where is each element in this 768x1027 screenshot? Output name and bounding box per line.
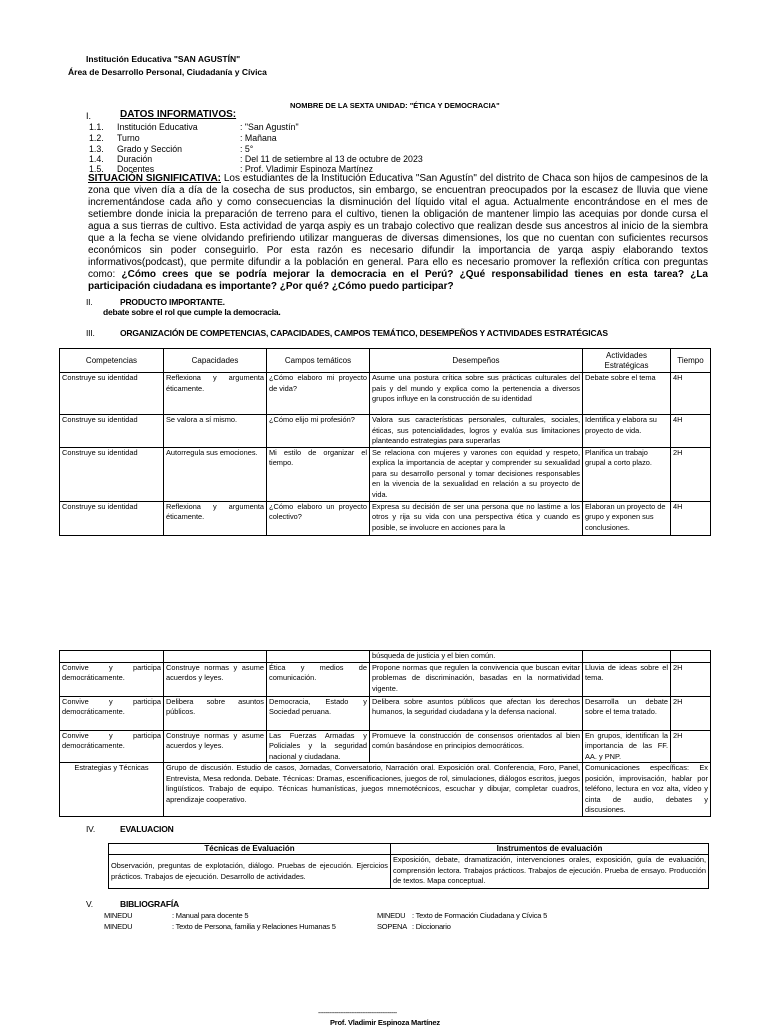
cell-capacidad: Construye normas y asume acuerdos y leyes. bbox=[164, 662, 267, 696]
product-text: debate sobre el rol que cumple la democracia. bbox=[103, 307, 281, 317]
info-item-num: 1.5. bbox=[89, 164, 104, 174]
cell-tiempo: 4H bbox=[671, 415, 711, 448]
cell-competencia: Construye su identidad bbox=[60, 373, 164, 415]
evaluation-table bbox=[108, 843, 709, 889]
info-item-num: 1.1. bbox=[89, 122, 104, 132]
info-item-label: Docentes bbox=[117, 164, 155, 174]
cell-capacidad: Delibera sobre asuntos públicos. bbox=[164, 696, 267, 730]
cell-desempeno: Propone normas que regulen la convivencia que buscan evitar problemas de discriminación, basadas en la normatividad vigente. bbox=[370, 662, 583, 696]
competencies-table-continued bbox=[59, 650, 711, 817]
cell-desempeno: Delibera sobre asuntos públicos que afectan los derechos humanos, la seguridad ciudadana y la defensa nacional. bbox=[370, 696, 583, 730]
strategies-text: Grupo de discusión. Estudio de casos, Jornadas, Conversatorio, Narración oral. Exposición oral. Conferencia, Foro, Panel, Entrevista, Mesa redonda. Debate. Técnicas: Dramas, escenificaciones, juegos de rol, simulaciones, diálogos escritos, juegos lingüísticos. Trabajo de equipo. Técnicas humanísticas, juegos mnemotécnicos, escuchar y dibujar, completar cuadros, aprendizaje cooperativo. bbox=[164, 763, 583, 817]
header-actividades: Actividades Estratégicas bbox=[583, 349, 671, 373]
table-row bbox=[60, 696, 711, 730]
info-item-value: : 5° bbox=[240, 144, 254, 154]
cell-campo: Las Fuerzas Armadas y Policiales y la seguridad nacional y ciudadana. bbox=[267, 730, 370, 763]
ref-title: : Diccionario bbox=[412, 922, 451, 931]
cell-tiempo: 2H bbox=[671, 447, 711, 501]
ref-title: : Texto de Formación Ciudadana y Cívica 5 bbox=[412, 911, 548, 920]
section2-title: PRODUCTO IMPORTANTE. bbox=[120, 297, 225, 307]
ref-title: : Manual para docente 5 bbox=[172, 911, 249, 920]
situation-paragraph bbox=[88, 173, 708, 293]
evaluation-instruments: Exposición, debate, dramatización, intervenciones orales, exposición, guía de evaluación, comprensión lectora. Trabajos prácticos. Trabajos de ejecución. Prueba de ensayo. Producción de textos. Mapa conceptual. bbox=[391, 855, 709, 889]
cell-actividad: Elaboran un proyecto de grupo y exponen sus conclusiones. bbox=[583, 501, 671, 535]
cell-actividad: Debate sobre el tema bbox=[583, 373, 671, 415]
header-capacidades: Capacidades bbox=[164, 349, 267, 373]
info-item-num: 1.3. bbox=[89, 144, 104, 154]
area-name: Área de Desarrollo Personal, Ciudadanía y Cívica bbox=[68, 67, 267, 77]
strategies-row bbox=[60, 763, 711, 817]
ref-source: MINEDU bbox=[104, 911, 133, 920]
header-desempenos: Desempeños bbox=[370, 349, 583, 373]
cell-capacidad: Construye normas y asume acuerdos y leyes. bbox=[164, 730, 267, 763]
cell-competencia: Construye su identidad bbox=[60, 415, 164, 448]
cell-actividad: Lluvia de ideas sobre el tema. bbox=[583, 662, 671, 696]
table-header-row bbox=[60, 349, 711, 373]
section4-num: IV. bbox=[86, 824, 96, 834]
info-item-label: Grado y Sección bbox=[117, 144, 183, 154]
info-item-value: : Del 11 de setiembre al 13 de octubre de 2023 bbox=[240, 154, 423, 164]
ref-source: SOPENA bbox=[377, 922, 408, 931]
section4-title: EVALUACION bbox=[120, 824, 174, 834]
info-item-label: Institución Educativa bbox=[117, 122, 198, 132]
cell-capacidad: Reflexiona y argumenta éticamente. bbox=[164, 373, 267, 415]
info-item-label: Duración bbox=[117, 154, 153, 164]
communications-text: Comunicaciones específicas: Ex posición, improvisación, hablar por teléfono, lectura en voz alta, vídeo y cinta de audio, debates y discusiones. bbox=[583, 763, 711, 817]
cell-tiempo: 2H bbox=[671, 730, 711, 763]
cell-competencia: Convive y participa democráticamente. bbox=[60, 730, 164, 763]
header-tiempo: Tiempo bbox=[671, 349, 711, 373]
strategies-label: Estrategias y Técnicas bbox=[60, 763, 164, 817]
cell-competencia: Construye su identidad bbox=[60, 501, 164, 535]
cell-desempeno: Asume una postura crítica sobre sus prácticas culturales del país y del mundo y explica como la pertenencia a diversos grupos influye en la construcción de su identidad bbox=[370, 373, 583, 415]
table-row bbox=[60, 415, 711, 448]
situation-questions: ¿Cómo crees que se podría mejorar la democracia en el Perú? ¿Qué responsabilidad tienes en esta tarea? ¿La participación ciudadana es importante? ¿Por qué? ¿Cómo puedo participar? bbox=[88, 269, 708, 292]
cell-desempeno: Se relaciona con mujeres y varones con equidad y respeto, explica la importancia de aceptar y comprender su sexualidad para su desarrollo personal y tomar decisiones responsables en la vivencia de la sexualidad en relación a su proyecto de vida. bbox=[370, 447, 583, 501]
table-row bbox=[60, 447, 711, 501]
table-row bbox=[60, 501, 711, 535]
section3-title: ORGANIZACIÓN DE COMPETENCIAS, CAPACIDADES, CAMPOS TEMÁTICO, DESEMPEÑOS Y ACTIVIDADES ESTRATÉGICAS bbox=[120, 328, 608, 338]
signature-line: ------------------------------------------- bbox=[318, 1010, 397, 1017]
evaluation-techniques: Observación, preguntas de explotación, diálogo. Pruebas de ejecución. Ejercicios prácticos. Trabajos de ejecución. Desarrollo de actividades. bbox=[109, 855, 391, 889]
info-item-num: 1.2. bbox=[89, 133, 104, 143]
table-row bbox=[60, 373, 711, 415]
cell-campo: ¿Cómo elaboro un proyecto colectivo? bbox=[267, 501, 370, 535]
cell-tiempo: 2H bbox=[671, 662, 711, 696]
situation-label: SITUACIÓN SIGNIFICATIVA: bbox=[88, 173, 221, 184]
info-item-num: 1.4. bbox=[89, 154, 104, 164]
cell-campo: Mi estilo de organizar el tiempo. bbox=[267, 447, 370, 501]
table-row bbox=[60, 651, 711, 663]
table-row bbox=[60, 662, 711, 696]
section5-num: V. bbox=[86, 899, 93, 909]
header-tecnicas: Técnicas de Evaluación bbox=[109, 844, 391, 855]
cell-capacidad: Reflexiona y argumenta éticamente. bbox=[164, 501, 267, 535]
cell-competencia: Convive y participa democráticamente. bbox=[60, 696, 164, 730]
cell-actividad: Planifica un trabajo grupal a corto plazo. bbox=[583, 447, 671, 501]
ref-title: : Texto de Persona, familia y Relaciones Humanas 5 bbox=[172, 922, 336, 931]
signature-name: Prof. Vladimir Espinoza Martínez bbox=[330, 1018, 440, 1027]
header-instrumentos: Instrumentos de evaluación bbox=[391, 844, 709, 855]
evaluation-row bbox=[109, 855, 709, 889]
section3-num: III. bbox=[86, 328, 95, 338]
cell-competencia: Convive y participa democráticamente. bbox=[60, 662, 164, 696]
info-item-value: : "San Agustín" bbox=[240, 122, 299, 132]
competencies-table bbox=[59, 348, 711, 536]
cell-campo: ¿Cómo elaboro mi proyecto de vida? bbox=[267, 373, 370, 415]
info-item-value: : Prof. Vladimir Espinoza Martínez bbox=[240, 164, 373, 174]
section5-title: BIBLIOGRAFÍA bbox=[120, 899, 179, 909]
header-campos: Campos temáticos bbox=[267, 349, 370, 373]
cell-desempeno: Valora sus características personales, culturales, sociales, éticas, sus potencialidades, logros y evalúa sus limitaciones planteando estrategias para superarlas bbox=[370, 415, 583, 448]
header-competencias: Competencias bbox=[60, 349, 164, 373]
table-row bbox=[60, 730, 711, 763]
ref-source: MINEDU bbox=[377, 911, 406, 920]
situation-text: Los estudiantes de la Institución Educativa "San Agustín" del distrito de Chaca son hijos de campesinos de la zona que viven día a día de la cosecha de sus productos, sin embargo, se encuentran preocupados por la escasez de lluvia que viene incrementándose cada año y como consecuencias la disminución del líquido vital el agua. Actualmente encontrándose en el mes de setiembre donde inicia la preparación de terreno para el cultivo, tienen la obligación de mantener limpio las acequias por donde cursa el agua a sus tierras de cultivo. Esta actividad de yarqa aspiy es un trabajo colectivo que realizan desde sus ancestros al inicio de la siembra que a la fecha se viene olvidando prefiriendo utilizar mangueras de diversas dimensiones, los que no cuentan con suficientes recursos económicos sin poder conseguirlo. Por esta razón es necesario difundir la importancia de yarqa aspiy elaborando textos informativos(podcast), que permite difundir a la población en general. Para ello es necesario promover la reflexión crítica con preguntas como: bbox=[88, 173, 708, 280]
ref-source: MINEDU bbox=[104, 922, 133, 931]
cell-desempeno-continued: búsqueda de justicia y el bien común. bbox=[370, 651, 583, 663]
section1-num: I. bbox=[86, 111, 92, 121]
cell-actividad: Identifica y elabora su proyecto de vida. bbox=[583, 415, 671, 448]
info-item-value: : Mañana bbox=[240, 133, 277, 143]
cell-campo: Ética y medios de comunicación. bbox=[267, 662, 370, 696]
cell-capacidad: Se valora a sí mismo. bbox=[164, 415, 267, 448]
cell-campo: ¿Cómo elijo mi profesión? bbox=[267, 415, 370, 448]
section1-title: DATOS INFORMATIVOS: bbox=[120, 109, 237, 120]
cell-actividad: En grupos, identifican la importancia de las FF. AA. y PNP. bbox=[583, 730, 671, 763]
unit-title: NOMBRE DE LA SEXTA UNIDAD: "ÉTICA Y DEMOCRACIA" bbox=[290, 101, 500, 110]
cell-actividad: Desarrolla un debate sobre el tema tratado. bbox=[583, 696, 671, 730]
cell-campo: Democracia, Estado y Sociedad peruana. bbox=[267, 696, 370, 730]
institution-name: Institución Educativa "SAN AGUSTÍN" bbox=[86, 54, 241, 64]
info-item-label: Turno bbox=[117, 133, 140, 143]
cell-capacidad: Autorregula sus emociones. bbox=[164, 447, 267, 501]
cell-competencia: Construye su identidad bbox=[60, 447, 164, 501]
cell-tiempo: 4H bbox=[671, 501, 711, 535]
cell-desempeno: Promueve la construcción de consensos orientados al bien común basándose en principios democráticos. bbox=[370, 730, 583, 763]
cell-tiempo: 4H bbox=[671, 373, 711, 415]
cell-desempeno: Expresa su decisión de ser una persona que no lastime a los otros y rija su vida con una perspectiva ética y cuando es posible, se involucre en acciones para la bbox=[370, 501, 583, 535]
evaluation-header-row bbox=[109, 844, 709, 855]
cell-tiempo: 2H bbox=[671, 696, 711, 730]
section2-num: II. bbox=[86, 297, 93, 307]
